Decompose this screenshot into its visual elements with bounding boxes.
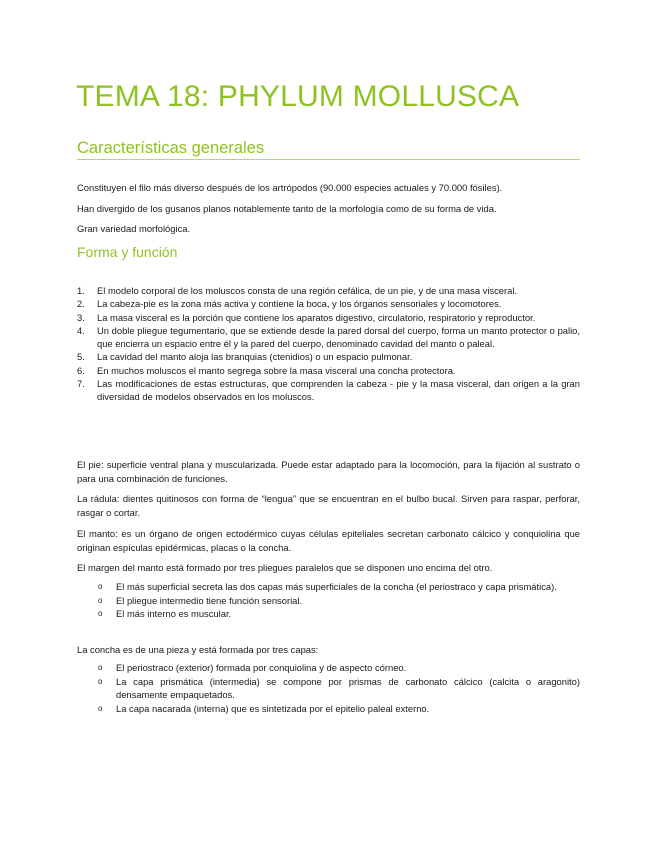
list-item: o El pliegue intermedio tiene función sensorial.	[98, 594, 303, 606]
page-title: TEMA 18: PHYLUM MOLLUSCA	[76, 80, 520, 113]
section-heading-forma-funcion: Forma y función	[77, 244, 178, 260]
list-item: 1. El modelo corporal de los moluscos consta de una región cefálica, de un pie, y de una masa visceral.	[77, 285, 518, 296]
list-item: 5. La cavidad del manto aloja las branquias (ctenidios) o un espacio pulmonar.	[77, 351, 413, 363]
paragraph-radula: La rádula: dientes quitinosos con forma de “lengua” que se encuentran en el bulbo bucal. Sirven para raspar, perforar, rasgar o cortar.	[77, 493, 580, 518]
bullet-icon: o	[98, 582, 103, 591]
bullet-icon: o	[98, 663, 103, 672]
list-item: 2. La cabeza-pie es la zona más activa y contiene la boca, y los órganos sensoriales y locomotores.	[77, 298, 502, 310]
section-heading-caracteristicas: Características generales	[77, 139, 265, 157]
list-item: o La capa nacarada (interna) que es sintetizada por el epitelio paleal externo.	[98, 702, 430, 714]
paragraph: Gran variedad morfológica.	[77, 223, 191, 234]
numbered-list	[77, 284, 580, 404]
list-item: o La capa prismática (intermedia) se compone por prismas de carbonato cálcico (calcita o aragonito) densamente empaquetados.	[98, 675, 580, 700]
list-item: 6. En muchos moluscos el manto segrega sobre la masa visceral una concha protectora.	[77, 364, 456, 376]
list-item: 4. Un doble pliegue tegumentario, que se extiende desde la pared dorsal del cuerpo, forma un manto protector o palio, que encierra un espacio entre él y la pared del cuerpo, denominado cavidad del manto o paleal.	[77, 324, 580, 350]
list-item: 7. Las modificaciones de estas estructuras, que comprenden la cabeza - pie y la masa visceral, dan origen a la gran diversidad de modelos observados en los moluscos.	[77, 378, 580, 403]
heading-underline	[77, 159, 580, 160]
bullet-icon: o	[98, 676, 103, 686]
bullet-icon: o	[98, 595, 103, 605]
list-item: 3. La masa visceral es la porción que contiene los aparatos digestivo, circulatorio, respiratorio y reproductor.	[77, 311, 536, 323]
paragraph: Constituyen el filo más diverso después de los artrópodos (90.000 especies actuales y 70.000 fósiles).	[77, 182, 503, 193]
paragraph-pie: El pie: superficie ventral plana y muscularizada. Puede estar adaptado para la locomoción, para la fijación al sustrato o para una combinación de funciones.	[77, 459, 580, 484]
paragraph-margen: El margen del manto está formado por tres pliegues paralelos que se disponen uno encima del otro.	[77, 562, 493, 573]
bullet-icon: o	[98, 703, 103, 713]
paragraph-concha: La concha es de una pieza y está formada por tres capas:	[77, 644, 319, 655]
bullet-list-concha	[77, 661, 580, 715]
bullet-icon: o	[98, 609, 103, 618]
list-item: o El más interno es muscular.	[98, 608, 232, 619]
bullet-list-margen	[77, 580, 580, 621]
list-item: o El periostraco (exterior) formada por conquiolina y de aspecto córneo.	[98, 662, 407, 673]
list-item: o El más superficial secreta las dos capas más superficiales de la concha (el periostraco y capa prismática).	[98, 581, 557, 592]
paragraph: Han divergido de los gusanos planos notablemente tanto de la morfología como de su forma de vida.	[77, 203, 497, 214]
paragraph-manto: El manto: es un órgano de origen ectodérmico cuyas células epiteliales secretan carbonato cálcico y conquiolina que originan espículas epidérmicas, placas o la concha.	[77, 528, 580, 553]
